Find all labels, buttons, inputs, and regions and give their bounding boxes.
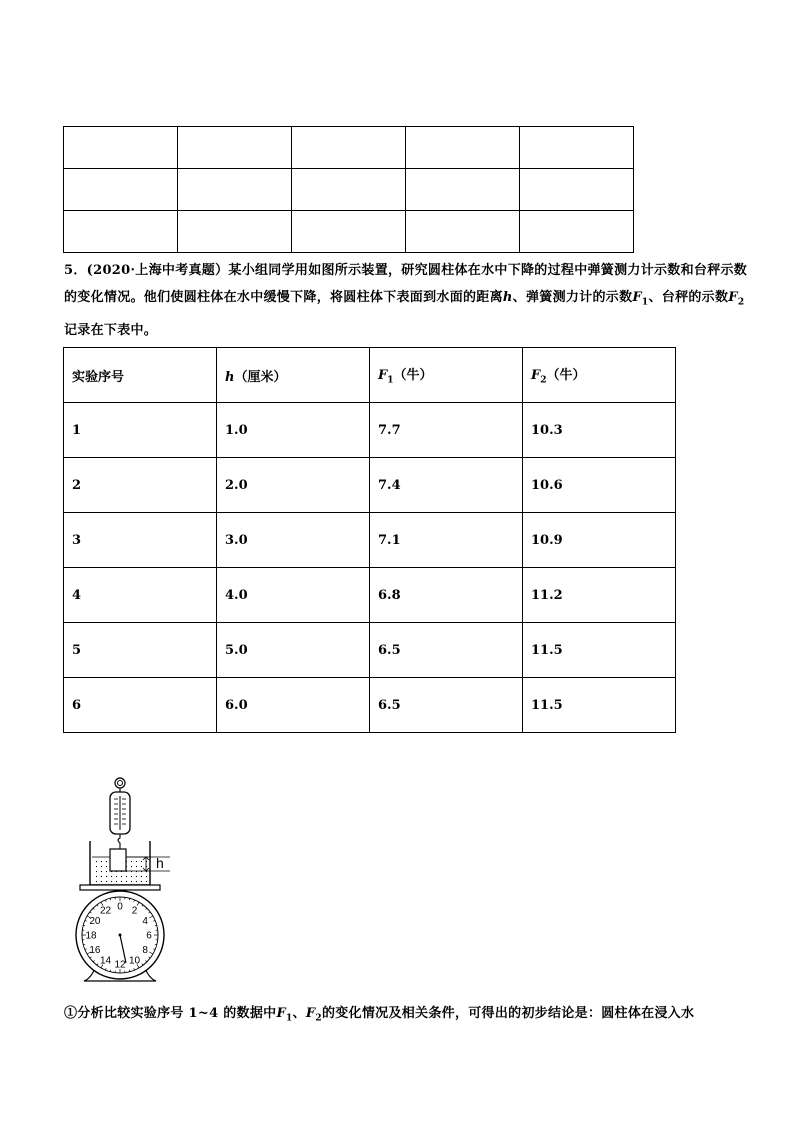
cell-f1: 6.5 (370, 678, 523, 733)
dial-number: 4 (142, 916, 148, 927)
dial-tick (129, 898, 130, 900)
table-row (64, 568, 676, 623)
cell-f1: 6.8 (370, 568, 523, 623)
dial-tick (83, 944, 85, 945)
dial-number: 2 (131, 905, 138, 917)
platform-scale (76, 885, 164, 981)
beaker (90, 841, 170, 885)
cell-h: 4.0 (217, 568, 370, 623)
conclusion-text: ①分析比较实验序号 1~4 的数据中$F_1$、$F_2$的变化情况及相关条件，可得出的初步结论是：圆柱体在浸入水 (64, 1006, 695, 1024)
spring-scale (110, 778, 130, 849)
cell-f2: 11.5 (523, 623, 676, 678)
dial-number: 22 (99, 905, 112, 917)
h-label: h (156, 855, 164, 871)
dial-tick (110, 898, 111, 900)
dial-tick (83, 925, 85, 926)
dial-tick (129, 970, 130, 972)
cell-f1: 7.7 (370, 403, 523, 458)
dial-tick (110, 970, 111, 972)
cell-trial: 4 (64, 568, 217, 623)
cell-h: 2.0 (217, 458, 370, 513)
table-row (64, 513, 676, 568)
cell-f2: 10.9 (523, 513, 676, 568)
cell-h: 6.0 (217, 678, 370, 733)
cell-f2: 11.5 (523, 678, 676, 733)
cell-f1: 6.5 (370, 623, 523, 678)
dial-number: 12 (114, 959, 126, 971)
dial-number: 8 (142, 945, 148, 956)
dial-tick (155, 925, 157, 926)
table-row (64, 458, 676, 513)
cell-f1: 7.1 (370, 513, 523, 568)
empty-table (63, 126, 634, 253)
dial-number: 14 (99, 955, 112, 967)
dial-number: 16 (89, 945, 101, 956)
dial-number: 10 (128, 955, 141, 967)
scale-platform (80, 885, 160, 890)
cylinder (110, 849, 126, 871)
apparatus-figure (70, 775, 190, 990)
cell-trial: 2 (64, 458, 217, 513)
cell-f2: 11.2 (523, 568, 676, 623)
hook-ring (115, 778, 125, 788)
dial-number: 0 (117, 901, 123, 913)
cell-h: 3.0 (217, 513, 370, 568)
cell-trial: 1 (64, 403, 217, 458)
table-row (64, 169, 634, 211)
table-row (64, 623, 676, 678)
header-h: h（厘米） (217, 348, 370, 403)
cell-trial: 3 (64, 513, 217, 568)
table-row (64, 211, 634, 253)
dial-number: 18 (85, 930, 97, 942)
header-f2: $F_2$（牛） (523, 348, 676, 403)
cell-h: 1.0 (217, 403, 370, 458)
header-f1: $F_1$（牛） (370, 348, 523, 403)
cell-h: 5.0 (217, 623, 370, 678)
data-table (63, 347, 676, 733)
cell-f2: 10.6 (523, 458, 676, 513)
dial-tick (155, 944, 157, 945)
question-text: 5．(2020·上海中考真题）某小组同学用如图所示装置，研究圆柱体在水中下降的过程中弹簧测力计示数和台秤示数的变化情况。他们使圆柱体在水中缓慢下降，将圆柱体下表面到水面的距离h、弹簧测力计的示数$F_1$、台秤的示数$F_2$记录在下表中。 (64, 263, 748, 338)
dial-number: 20 (89, 916, 101, 927)
header-trial: 实验序号 (64, 348, 217, 403)
dial-number: 6 (146, 930, 152, 942)
cell-f1: 7.4 (370, 458, 523, 513)
table-row (64, 403, 676, 458)
scale-hook (118, 834, 120, 849)
cell-trial: 5 (64, 623, 217, 678)
table-row (64, 678, 676, 733)
table-header-row (64, 348, 676, 403)
table-row (64, 127, 634, 169)
cell-trial: 6 (64, 678, 217, 733)
cell-f2: 10.3 (523, 403, 676, 458)
